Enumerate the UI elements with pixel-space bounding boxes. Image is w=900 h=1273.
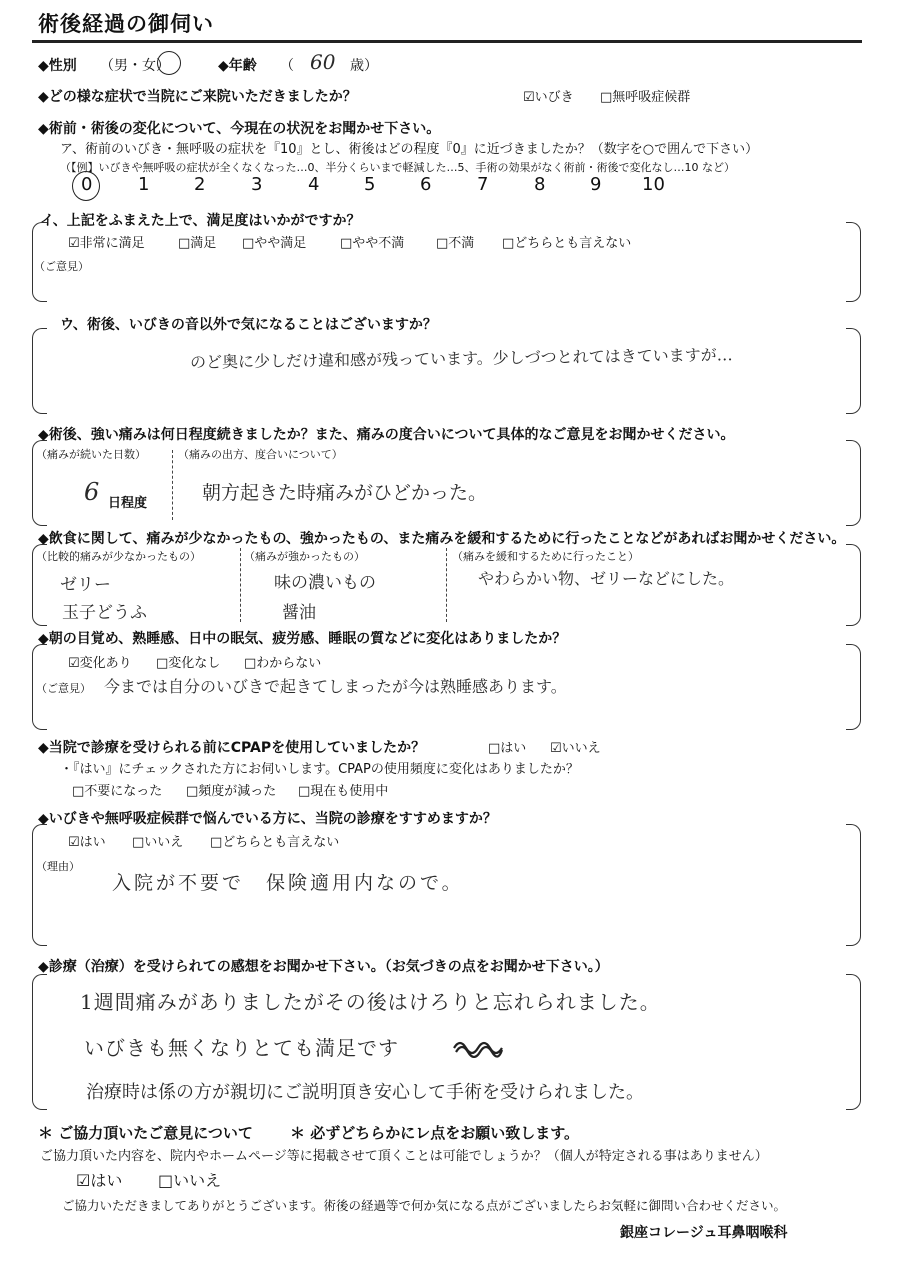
impression-line1: 1週間痛みがありましたがその後はけろりと忘れられました。 bbox=[80, 990, 661, 1014]
title-underline bbox=[32, 40, 862, 43]
satisfaction-neutral[interactable]: □どちらとも言えない bbox=[502, 236, 632, 251]
gender-label: ◆性別 bbox=[38, 58, 77, 74]
footer-thanks: ご協力いただきましてありがとうございます。術後の経過等で何か気になる点がございましたらお気軽に御問い合わせください。 bbox=[62, 1198, 787, 1213]
pain-days-label: （痛みが続いた日数） bbox=[36, 448, 146, 461]
impression-line3: 治療時は係の方が親切にご説明頂き安心して手術を受けられました。 bbox=[86, 1082, 644, 1103]
page-title: 術後経過の御伺い bbox=[38, 12, 214, 36]
symptom-question: ◆どの様な症状で当院にご来院いただきましたか？ bbox=[38, 89, 357, 105]
recommend-no-checkbox[interactable]: □いいえ bbox=[132, 835, 184, 850]
cpap-question: ◆当院で診療を受けられる前にCPAPを使用していましたか？ bbox=[38, 740, 426, 756]
satisfaction-question: イ、上記をふまえた上で、満足度はいかがですか？ bbox=[40, 213, 361, 229]
footer-heading-1: ＊ ご協力頂いたご意見について bbox=[38, 1124, 253, 1142]
satisfaction-satisfied[interactable]: □満足 bbox=[178, 236, 217, 251]
food-col2-label: （痛みが強かったもの） bbox=[244, 550, 365, 563]
footer-heading-2: ＊ 必ずどちらかにレ点をお願い致します。 bbox=[290, 1124, 580, 1142]
footer-no-checkbox[interactable]: □いいえ bbox=[158, 1171, 222, 1190]
satisfaction-dissatisfied[interactable]: □不満 bbox=[436, 236, 475, 251]
food-question: ◆飲食に関して、痛みが少なかったもの、強かったもの、また痛みを緩和するために行ったことなどがあればお聞かせください。 bbox=[38, 531, 846, 547]
sleep-changed-checkbox[interactable]: ☑変化あり bbox=[68, 656, 132, 671]
food-divider-2 bbox=[446, 548, 447, 622]
cpap-option-unneeded[interactable]: □不要になった bbox=[72, 784, 163, 799]
scale-7[interactable]: 7 bbox=[477, 174, 489, 195]
footer-question: ご協力頂いた内容を、院内やホームページ等に掲載させて頂くことは可能でしょうか？（個人が特定される事はありません） bbox=[40, 1149, 768, 1164]
gender-selected-circle bbox=[157, 51, 181, 75]
sleep-unchanged-checkbox[interactable]: □変化なし bbox=[156, 656, 221, 671]
other-bracket-right bbox=[846, 328, 861, 414]
scale-10[interactable]: 10 bbox=[642, 174, 665, 195]
pain-days-value: 6 bbox=[84, 478, 100, 506]
recommend-question: ◆いびきや無呼吸症候群で悩んでいる方に、当院の診療をすすめますか？ bbox=[38, 811, 497, 827]
scale-4[interactable]: 4 bbox=[308, 174, 320, 195]
change-example: （【例】いびきや無呼吸の症状が全くなくなった…0、半分くらいまで軽減した…5、手術の効果がなく術前・術後で変化なし…10 など） bbox=[60, 161, 735, 174]
age-label: ◆年齢 bbox=[218, 58, 257, 74]
pain-divider bbox=[172, 450, 173, 520]
scale-3[interactable]: 3 bbox=[251, 174, 263, 195]
impression-bracket-right bbox=[846, 974, 861, 1110]
cpap-option-reduced[interactable]: □頻度が減った bbox=[186, 784, 277, 799]
scale-8[interactable]: 8 bbox=[534, 174, 546, 195]
other-answer: のど奥に少しだけ違和感が残っています。少しづつとれてはきていますが… bbox=[189, 345, 733, 372]
scale-1[interactable]: 1 bbox=[138, 174, 150, 195]
recommend-neutral-checkbox[interactable]: □どちらとも言えない bbox=[210, 835, 340, 850]
other-question: ウ、術後、いびきの音以外で気になることはございますか？ bbox=[60, 317, 437, 333]
cpap-followup: ・『はい』にチェックされた方にお伺いします。CPAPの使用頻度に変化はありましたか？ bbox=[60, 762, 579, 777]
cpap-option-still-using[interactable]: □現在も使用中 bbox=[298, 784, 389, 799]
sleep-opinion-label: （ご意見） bbox=[36, 682, 91, 695]
change-question: ◆術前・術後の変化について、今現在の状況をお聞かせ下さい。 bbox=[38, 121, 441, 137]
recommend-bracket-right bbox=[846, 824, 861, 946]
food-col1-answer1: ゼリー bbox=[60, 575, 111, 595]
satisfaction-bracket-right bbox=[846, 222, 861, 302]
scribble-mark bbox=[452, 1036, 504, 1058]
recommend-bracket-left bbox=[32, 824, 47, 946]
impression-line2: いびきも無くなりとても満足です bbox=[84, 1036, 399, 1060]
food-bracket-right bbox=[846, 544, 861, 626]
satisfaction-very-satisfied[interactable]: ☑非常に満足 bbox=[68, 236, 145, 251]
sleep-answer: 今までは自分のいびきで起きてしまったが今は熟睡感あります。 bbox=[104, 677, 567, 696]
food-col1-label: （比較的痛みが少なかったもの） bbox=[36, 550, 201, 563]
scale-selected-circle bbox=[72, 171, 100, 201]
change-scale bbox=[76, 174, 696, 202]
other-bracket-left bbox=[32, 328, 47, 414]
satisfaction-somewhat-satisfied[interactable]: □やや満足 bbox=[242, 236, 307, 251]
footer-yes-checkbox[interactable]: ☑はい bbox=[76, 1171, 123, 1190]
scale-5[interactable]: 5 bbox=[364, 174, 376, 195]
age-unit: 歳） bbox=[350, 58, 378, 74]
food-col2-answer1: 味の濃いもの bbox=[274, 573, 376, 593]
clinic-name: 銀座コレージュ耳鼻咽喉科 bbox=[620, 1225, 788, 1241]
impression-question: ◆診療（治療）を受けられての感想をお聞かせ下さい。（お気づきの点をお聞かせ下さい。） bbox=[38, 959, 609, 975]
pain-degree-label: （痛みの出方、度合いについて） bbox=[178, 448, 343, 461]
recommend-answer: 入院が不要で 保険適用内なので。 bbox=[112, 872, 464, 894]
impression-bracket-left bbox=[32, 974, 47, 1110]
food-col3-label: （痛みを緩和するために行ったこと） bbox=[452, 550, 639, 563]
food-col1-answer2: 玉子どうふ bbox=[62, 603, 147, 623]
cpap-yes-checkbox[interactable]: □はい bbox=[488, 741, 527, 756]
satisfaction-somewhat-dissatisfied[interactable]: □やや不満 bbox=[340, 236, 405, 251]
pain-degree-answer: 朝方起きた時痛みがひどかった。 bbox=[202, 482, 488, 504]
symptom-apnea-checkbox[interactable]: □無呼吸症候群 bbox=[600, 90, 691, 105]
cpap-no-checkbox[interactable]: ☑いいえ bbox=[550, 741, 601, 756]
food-divider-1 bbox=[240, 548, 241, 622]
recommend-reason-label: （理由） bbox=[36, 860, 80, 873]
satisfaction-opinion-label: （ご意見） bbox=[34, 260, 89, 273]
food-col3-answer: やわらかい物、ゼリーなどにした。 bbox=[478, 569, 735, 588]
age-value: 60 bbox=[310, 50, 336, 74]
age-open: （ bbox=[280, 58, 294, 74]
gender-options: （男・女） bbox=[100, 58, 170, 74]
sleep-question: ◆朝の目覚め、熟睡感、日中の眠気、疲労感、睡眠の質などに変化はありましたか？ bbox=[38, 631, 567, 647]
pain-question: ◆術後、強い痛みは何日程度続きましたか？また、痛みの度合いについて具体的なご意見をお聞かせください。 bbox=[38, 427, 735, 443]
food-col2-answer2: 醤油 bbox=[282, 603, 316, 623]
pain-days-unit: 日程度 bbox=[108, 496, 148, 511]
sleep-bracket-right bbox=[846, 644, 861, 730]
scale-0[interactable]: 0 bbox=[81, 174, 93, 195]
scale-6[interactable]: 6 bbox=[420, 174, 432, 195]
change-sub-a: ア、術前のいびき・無呼吸の症状を『10』とし、術後はどの程度『0』に近づきましたか？（数字を○で囲んで下さい） bbox=[60, 142, 759, 157]
sleep-unknown-checkbox[interactable]: □わからない bbox=[244, 656, 322, 671]
recommend-yes-checkbox[interactable]: ☑はい bbox=[68, 835, 106, 850]
symptom-snoring-checkbox[interactable]: ☑いびき bbox=[523, 90, 574, 105]
pain-bracket-right bbox=[846, 440, 861, 526]
scale-9[interactable]: 9 bbox=[590, 174, 602, 195]
scale-2[interactable]: 2 bbox=[194, 174, 206, 195]
